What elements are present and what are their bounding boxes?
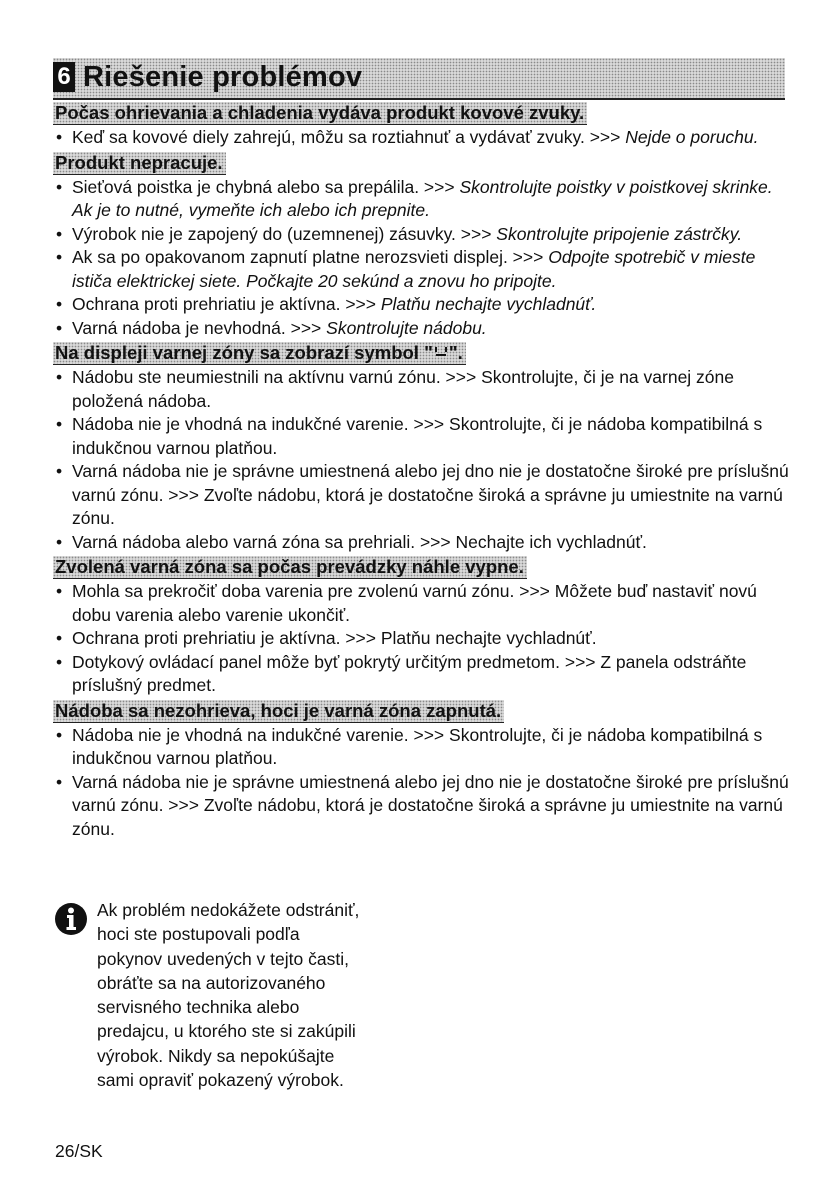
list-item: [53, 580, 793, 627]
item-text: Nádobu ste neumiestnili na aktívnu varnú zónu. >>> Skontrolujte, či je na varnej zóne položená nádoba.: [72, 367, 735, 411]
section-heading: Počas ohrievania a chladenia vydáva produkt kovové zvuky.: [53, 102, 587, 125]
cause-text: Ak sa po opakovanom zapnutí platne nerozsvieti displej. >>>: [72, 247, 549, 267]
pan-missing-symbol-icon: [433, 342, 449, 363]
item-text: Nádoba nie je vhodná na indukčné varenie. >>> Skontrolujte, či je nádoba kompatibilná s indukčnou varnou platňou.: [72, 724, 763, 768]
list-item: [53, 126, 793, 150]
action-text: Skontrolujte poistky v poistkovej skrinke. Ak je to nutné, vymeňte ich alebo ich prepnite.: [72, 176, 773, 220]
list-item: [53, 366, 793, 413]
bullet: •: [56, 414, 63, 434]
cause-text: Výrobok nie je zapojený do (uzemnenej) zásuvky. >>>: [72, 223, 497, 244]
bullet: •: [56, 127, 63, 147]
item-text: Varná nádoba nie je správne umiestnená alebo jej dno nie je dostatočne široké pre príslušnú varnú zónu. >>> Zvoľte nádobu, ktorá je dostatočne široká a správne ju umiestnite na varnú zónu.: [72, 461, 789, 528]
list-item: [53, 724, 793, 771]
note-line: sami opraviť pokazený výrobok.: [97, 1070, 344, 1091]
bullet: •: [56, 771, 63, 792]
cause-text: Varná nádoba je nevhodná. >>>: [72, 317, 327, 338]
action-text: Skontrolujte nádobu.: [326, 317, 487, 338]
list-item: [53, 531, 793, 555]
note-line: hoci ste postupovali podľa: [97, 924, 300, 945]
bullet: •: [56, 176, 63, 197]
item-text: Mohla sa prekročiť doba varenia pre zvolenú varnú zónu. >>> Môžete buď nastaviť novú dobu varenia alebo varenie ukončiť.: [72, 581, 757, 625]
bullet: •: [56, 247, 63, 267]
action-text: Odpojte spotrebič v mieste ističa elektrickej siete. Počkajte 20 sekúnd a znovu ho pripojte.: [72, 247, 756, 291]
note-line: predajcu, u ktorého ste si zakúpili: [97, 1021, 356, 1042]
heading-end: ".: [448, 342, 463, 363]
note-line: obráťte sa na autorizovaného: [97, 972, 326, 993]
troubleshooting-content: [53, 100, 793, 841]
list-item: [53, 317, 793, 341]
note-line: výrobok. Nikdy sa nepokúšajte: [97, 1045, 335, 1066]
heading-text: Na displeji varnej zóny sa zobrazí symbol ": [55, 342, 433, 363]
section-title-bar: [53, 58, 785, 98]
bullet: •: [56, 628, 63, 648]
bullet: •: [56, 581, 63, 601]
page-number: 26/SK: [55, 1141, 103, 1161]
item-text: Varná nádoba alebo varná zóna sa prehriali. >>> Nechajte ich vychladnúť.: [72, 531, 647, 552]
section: [53, 340, 793, 554]
bullet: •: [56, 651, 63, 672]
note-line: Ak problém nedokážete odstrániť,: [97, 900, 360, 920]
section-number: 6: [53, 62, 75, 92]
section: [53, 698, 793, 842]
item-text: Nádoba nie je vhodná na indukčné varenie. >>> Skontrolujte, či je nádoba kompatibilná s indukčnou varnou platňou.: [72, 414, 763, 458]
action-text: Platňu nechajte vychladnúť.: [380, 294, 597, 314]
note-line: servisného technika alebo: [97, 997, 300, 1018]
bullet: •: [56, 317, 63, 338]
section-heading: Produkt nepracuje.: [53, 152, 226, 175]
list-item: [53, 651, 793, 698]
note-text: [97, 898, 427, 1092]
item-text: Ochrana proti prehriatiu je aktívna. >>> Platňu nechajte vychladnúť.: [72, 628, 597, 648]
list-item: [53, 771, 793, 842]
list-item: [53, 460, 793, 531]
cause-text: Sieťová poistka je chybná alebo sa prepálila. >>>: [72, 176, 460, 197]
action-text: Skontrolujte pripojenie zástrčky.: [496, 223, 743, 244]
section: [53, 100, 793, 150]
list-item: [53, 176, 793, 223]
item-text: Dotykový ovládací panel môže byť pokrytý určitým predmetom. >>> Z panela odstráňte príslušný predmet.: [72, 651, 747, 695]
page-title: Riešenie problémov: [83, 61, 363, 93]
section-heading: Nádoba sa nezohrieva, hoci je varná zóna zapnutá.: [53, 700, 504, 723]
bullet: •: [56, 367, 63, 387]
info-icon: [53, 900, 91, 938]
bullet: •: [56, 294, 63, 314]
list-item: [53, 413, 793, 460]
bullet: •: [56, 223, 63, 244]
section-heading: [53, 342, 466, 365]
cause-text: Ochrana proti prehriatiu je aktívna. >>>: [72, 294, 381, 314]
cause-text: Keď sa kovové diely zahrejú, môžu sa roztiahnuť a vydávať zvuky. >>>: [72, 127, 626, 147]
bullet: •: [56, 531, 63, 552]
note-line: pokynov uvedených v tejto časti,: [97, 948, 349, 969]
section-heading: Zvolená varná zóna sa počas prevádzky náhle vypne.: [53, 556, 527, 579]
bullet: •: [56, 461, 63, 481]
list-item: [53, 293, 793, 317]
list-item: [53, 223, 793, 247]
item-text: Varná nádoba nie je správne umiestnená alebo jej dno nie je dostatočne široké pre príslušnú varnú zónu. >>> Zvoľte nádobu, ktorá je dostatočne široká a správne ju umiestnite na varnú zónu.: [72, 771, 789, 839]
action-text: Nejde o poruchu.: [625, 127, 759, 147]
bullet: •: [56, 724, 63, 745]
list-item: [53, 627, 793, 651]
section: [53, 150, 793, 341]
section: [53, 554, 793, 698]
list-item: [53, 246, 793, 293]
